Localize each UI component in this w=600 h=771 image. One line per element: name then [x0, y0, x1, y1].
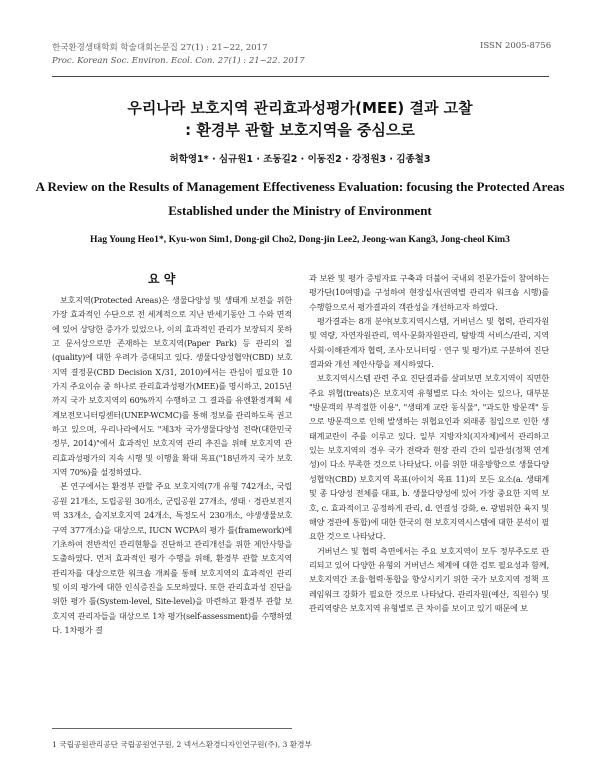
right-paragraph-1: 과 보완 및 평가 증빙자료 구축과 더불어 국내외 전문가들이 참여하는 평가단(10여명)을 구성하여 현장실사(권역별 관리자 워크숍 시행)를 수행함으로서 평가결과의 객관성을 개선하고자 하였다.: [309, 273, 549, 312]
left-paragraph-2: 본 연구에서는 환경부 관할 주요 보호지역(7개 유형 742개소, 국립공원 21개소, 도립공원 30개소, 군립공원 27개소, 생태 · 경관보전지역 33개소, 습지보호지역 24개소, 특정도서 230개소, 야생생물보호구역 377개소)을 대상으로, IUCN WCPA의 평가 틀(framework)에 기초하여 전반적인 관리현황을 진단하고 관리개선을 위한 제안사항을 도출하였다. 먼저 효과적인 평가 수행을 위해, 환경부 관할 보호지역 관리자를 대상으로한 워크숍 개최를 통해 보호지역의 효과적인 관리 및 이의 평가에 대한 인식증진을 도모하였다. 또한 관리효과성 진단을 위한 평가 틀(System-level, Site-level)을 마련하고 환경부 관할 보호지역 관리자들을 대상으로 1차 평가(self-assessment)를 수행하였다. 1차평가 결: [52, 481, 292, 635]
right-column: [309, 271, 549, 615]
title-en-line2: Established under the Ministry of Environment: [168, 203, 432, 218]
right-paragraph-2: 평가결과는 8개 분야(보호지역시스템, 거버넌스 및 협력, 관리자원 및 역량, 자연자원관리, 역사·문화자원관리, 탐방객 서비스/관리, 지역사회·이해관계자 협력, 조사·모니터링 · 연구 및 평가)로 구분하여 진단 결과와 개선 제안사항을 제시하였다.: [309, 316, 549, 370]
header-rule: [52, 76, 549, 77]
left-paragraph-1: 보호지역(Protected Areas)은 생물다양성 및 생태계 보전을 위한 가장 효과적인 수단으로 전 세계적으로 지난 반세기동안 그 수와 면적에 있어 상당한 증가가 있었으나, 이의 효과적인 관리가 보장되지 못하고 문서상으로만 존재하는 보호지역(Paper Park) 등 관리의 질(quality)에 대한 우려가 증대되고 있다. 생물다양성협약(CBD) 보호지역 결정문(CBD Decision Ⅹ/31, 2010)에서는 관심이 필요한 10가지 주요이슈 중 하나로 관리효과성평가(MEE)를 명시하고, 2015년까지 국가 보호지역의 60%까지 수행하고 그 결과를 유엔환경계획 세계보전모니터링센터(UNEP-WCMC)를 통해 정보를 관리하도록 권고하고 있으며, 우리나라에서도 "제3차 국가생물다양성 전략(대한민국정부, 2014)"에서 효과적인 보호지역 관리 추진을 위해 보호지역 관리효과성평가의 지속 시행 및 이행율 확대 목표("18년까지 국가 보호지역 70%)를 설정하였다.: [52, 295, 292, 478]
authors-en: Hag Young Heo1*, Kyu-won Sim1, Dong-gil Cho2, Dong-jin Lee2, Jeong-wan Kang3, Jong-cheol Kim3: [90, 234, 510, 245]
running-header-en: Proc. Korean Soc. Environ. Ecol. Con. 27(1) : 21~22. 2017: [52, 56, 305, 66]
left-column: [52, 293, 292, 637]
footnote: 1 국립공원관리공단 국립공원연구원, 2 넥서스환경디자인연구원(주), 3 환경부: [52, 740, 312, 749]
abstract-heading: 요 약: [148, 272, 176, 286]
footnote-rule: [52, 728, 292, 729]
running-header-left: 한국환경생태학회 학술대회논문집 27(1) : 21~22, 2017: [52, 43, 268, 53]
right-paragraph-4: 거버넌스 및 협력 측면에서는 주요 보호지역이 모두 정부주도로 관리되고 있어 다양한 유형의 거버넌스 체계에 대한 검토 필요성과 함께, 보호지역간 조율·협력·통합을 향상시키기 위한 국가 보호지역 정책 프레임워크 강화가 필요한 것으로 나타났다. 관리자원(예산, 직원수) 및 관리역량은 보호지역 유형별로 큰 차이를 보이고 있기 때문에 보: [309, 545, 549, 613]
authors-ko: 허학영1* · 심규원1 · 조동길2 · 이동진2 · 강정원3 · 김종철3: [169, 154, 431, 165]
title-ko-line1: 우리나라 보호지역 관리효과성평가(MEE) 결과 고찰: [127, 99, 473, 117]
title-ko-line2: : 환경부 관할 보호지역을 중심으로: [185, 121, 415, 139]
right-paragraph-3: 보호지역시스템 관련 주요 진단결과를 살펴보면 보호지역이 직면한 주요 위협(treats)은 보호지역 유형별로 다소 차이는 있으나, 대부분 "방문객의 부적절한 이용", "생태계 교란 동식물", "과도한 방문객" 등으로 방문객으로 인해 발생하는 위협요인과 외래종 침입으로 인한 생태계교란이 주를 이루고 있다. 일부 지방자치(지자체)에서 관리하고 있는 보호지역의 경우 국가 전략과 현장 관리 간의 일관성(정책 연계성)이 다소 부족한 것으로 나타났다. 이를 위한 대응방향으로 생물다양성협약(CBD) 보호지역 목표(아이치 목표 11)의 모든 요소(a. 생태계 및 종 다양성 전체를 대표, b. 생물다양성에 있어 가장 중요한 지역 보호, c. 효과적이고 공정하게 관리, d. 연결성 강화, e. 광범위한 육지 및 해양 경관에 통합)에 대한 한국의 현 보호지역시스템에 대한 분석이 필요한 것으로 나타났다.: [309, 373, 549, 542]
issn: ISSN 2005-8756: [480, 41, 552, 51]
title-en-line1: A Review on the Results of Management Effectiveness Evaluation: focusing the Protected Areas: [35, 179, 565, 194]
